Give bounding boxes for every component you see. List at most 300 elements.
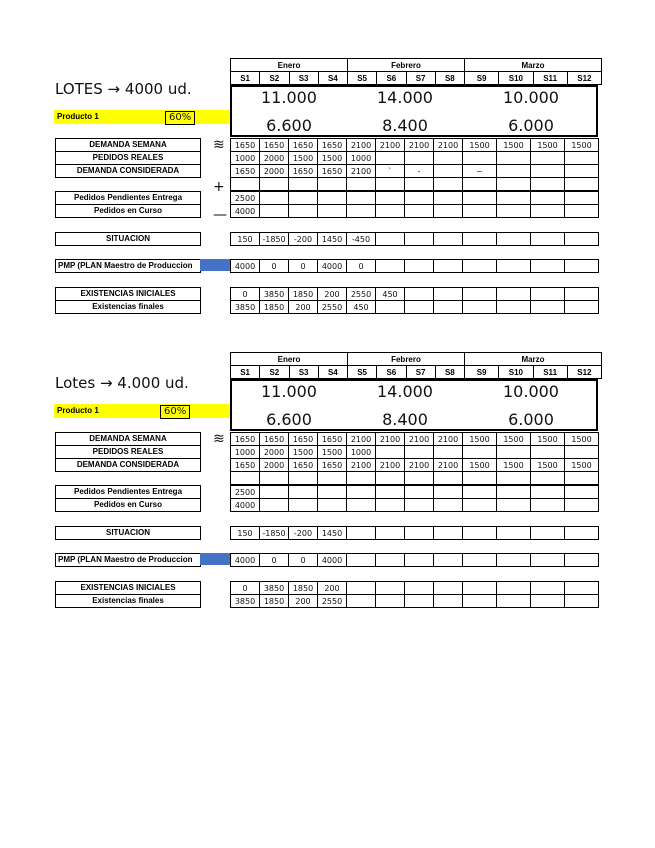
cell-exist-ini[interactable] bbox=[497, 582, 531, 595]
cell-exist-ini[interactable] bbox=[463, 288, 497, 301]
cell-demanda-considerada[interactable]: 1500 bbox=[463, 459, 497, 472]
label-pedidos-reales: PEDIDOS REALES bbox=[55, 151, 201, 165]
table-row bbox=[231, 472, 599, 485]
cell-demanda-considerada[interactable]: 1500 bbox=[497, 459, 531, 472]
cell-exist-ini[interactable]: 3850 bbox=[260, 288, 289, 301]
label-existencias-iniciales: EXISTENCIAS INICIALES bbox=[55, 581, 201, 595]
cell-en-curso[interactable] bbox=[565, 499, 599, 512]
table-row bbox=[231, 233, 599, 246]
percent-box: 60% bbox=[165, 111, 195, 125]
cell-situacion[interactable]: -1850 bbox=[260, 527, 289, 540]
cell-pendientes[interactable] bbox=[434, 486, 463, 499]
cell-pmp[interactable]: 0 bbox=[289, 260, 318, 273]
cell-en-curso[interactable] bbox=[376, 205, 405, 218]
cell-situacion[interactable] bbox=[434, 527, 463, 540]
cell-pedidos-reales[interactable] bbox=[434, 152, 463, 165]
week-header: S5 bbox=[348, 366, 377, 379]
cell-pendientes[interactable] bbox=[405, 486, 434, 499]
table-row bbox=[231, 139, 599, 152]
cell-pedidos-reales[interactable]: 1000 bbox=[231, 446, 260, 459]
cell-pedidos-reales[interactable]: 2000 bbox=[260, 446, 289, 459]
cell-en-curso[interactable] bbox=[347, 499, 376, 512]
cell-exist-ini[interactable] bbox=[434, 288, 463, 301]
cell-blank[interactable] bbox=[463, 472, 497, 485]
cell-en-curso[interactable] bbox=[260, 499, 289, 512]
cell-demanda-semana[interactable]: 1500 bbox=[531, 433, 565, 446]
lotes-note: Lotes → 4.000 ud. bbox=[55, 374, 189, 392]
cell-exist-ini[interactable] bbox=[376, 582, 405, 595]
table-row bbox=[231, 165, 599, 178]
cell-demanda-considerada[interactable]: 1650 bbox=[231, 459, 260, 472]
cell-demanda-considerada[interactable]: 2100 bbox=[434, 459, 463, 472]
cell-demanda-considerada[interactable]: 1650 bbox=[318, 165, 347, 178]
cell-blank[interactable] bbox=[434, 178, 463, 191]
cell-pmp[interactable]: 0 bbox=[289, 554, 318, 567]
cell-exist-ini[interactable]: 0 bbox=[231, 582, 260, 595]
grid-existencias bbox=[230, 287, 599, 314]
cell-pedidos-reales[interactable] bbox=[565, 446, 599, 459]
cell-demanda-semana[interactable]: 1650 bbox=[289, 433, 318, 446]
week-header: S10 bbox=[499, 72, 533, 85]
cell-en-curso[interactable]: 4000 bbox=[231, 205, 260, 218]
cell-en-curso[interactable] bbox=[531, 205, 565, 218]
cell-exist-ini[interactable]: 1850 bbox=[289, 582, 318, 595]
week-header: S2 bbox=[260, 72, 289, 85]
cell-pmp[interactable]: 0 bbox=[260, 260, 289, 273]
table-row bbox=[231, 582, 599, 595]
cell-situacion[interactable] bbox=[497, 233, 531, 246]
cell-exist-ini[interactable]: 200 bbox=[318, 288, 347, 301]
cell-blank[interactable] bbox=[434, 472, 463, 485]
cell-demanda-considerada[interactable] bbox=[565, 165, 599, 178]
cell-pedidos-reales[interactable]: 1000 bbox=[347, 446, 376, 459]
cell-blank[interactable] bbox=[231, 472, 260, 485]
week-header: S1 bbox=[231, 366, 260, 379]
cell-exist-fin[interactable] bbox=[376, 595, 405, 608]
cell-demanda-semana[interactable]: 1500 bbox=[531, 139, 565, 152]
cell-exist-ini[interactable]: 450 bbox=[376, 288, 405, 301]
cell-exist-ini[interactable] bbox=[347, 582, 376, 595]
cell-exist-ini[interactable]: 2550 bbox=[347, 288, 376, 301]
cell-demanda-considerada[interactable]: 1500 bbox=[531, 459, 565, 472]
cell-exist-fin[interactable]: 3850 bbox=[231, 595, 260, 608]
week-header: S2 bbox=[260, 366, 289, 379]
cell-pedidos-reales[interactable]: 1500 bbox=[289, 446, 318, 459]
cell-demanda-semana[interactable]: 1650 bbox=[231, 139, 260, 152]
cell-blank[interactable] bbox=[405, 472, 434, 485]
cell-pmp[interactable] bbox=[376, 554, 405, 567]
cell-pendientes[interactable] bbox=[318, 192, 347, 205]
cell-en-curso[interactable] bbox=[289, 205, 318, 218]
cell-situacion[interactable] bbox=[565, 527, 599, 540]
grid-pmp bbox=[230, 259, 599, 273]
cell-exist-ini[interactable] bbox=[434, 582, 463, 595]
cell-blank[interactable] bbox=[565, 178, 599, 191]
week-header: S10 bbox=[499, 366, 533, 379]
cell-pedidos-reales[interactable] bbox=[497, 152, 531, 165]
cell-pendientes[interactable] bbox=[376, 192, 405, 205]
cell-blank[interactable] bbox=[318, 178, 347, 191]
cell-demanda-considerada[interactable]: 1650 bbox=[289, 165, 318, 178]
cell-demanda-semana[interactable]: 1650 bbox=[260, 433, 289, 446]
cell-demanda-considerada[interactable]: - bbox=[405, 165, 434, 178]
month-percent-value: 8.400 bbox=[382, 116, 428, 135]
label-pmp: PMP (PLAN Maestro de Produccion bbox=[55, 553, 201, 567]
cell-exist-fin[interactable] bbox=[434, 301, 463, 314]
cell-situacion[interactable] bbox=[347, 527, 376, 540]
cell-exist-fin[interactable]: 450 bbox=[347, 301, 376, 314]
cell-pendientes[interactable] bbox=[463, 486, 497, 499]
cell-pmp[interactable] bbox=[463, 260, 497, 273]
label-existencias-iniciales: EXISTENCIAS INICIALES bbox=[55, 287, 201, 301]
cell-exist-ini[interactable]: 1850 bbox=[289, 288, 318, 301]
cell-en-curso[interactable]: 4000 bbox=[231, 499, 260, 512]
cell-exist-fin[interactable] bbox=[497, 595, 531, 608]
cell-exist-fin[interactable] bbox=[531, 595, 565, 608]
cell-pmp[interactable]: 4000 bbox=[231, 554, 260, 567]
label-existencias-finales: Existencias finales bbox=[55, 300, 201, 314]
cell-en-curso[interactable] bbox=[434, 205, 463, 218]
cell-pendientes[interactable] bbox=[531, 486, 565, 499]
cell-pedidos-reales[interactable] bbox=[463, 446, 497, 459]
cell-situacion[interactable] bbox=[531, 527, 565, 540]
cell-demanda-considerada[interactable] bbox=[531, 165, 565, 178]
cell-situacion[interactable]: 1450 bbox=[318, 233, 347, 246]
cell-exist-ini[interactable] bbox=[531, 288, 565, 301]
cell-demanda-considerada[interactable]: 2000 bbox=[260, 165, 289, 178]
cell-exist-fin[interactable]: 200 bbox=[289, 595, 318, 608]
month-percent-value: 6.600 bbox=[266, 410, 312, 429]
week-header: S6 bbox=[377, 366, 406, 379]
label-pmp: PMP (PLAN Maestro de Produccion bbox=[55, 259, 201, 273]
cell-pendientes[interactable] bbox=[405, 192, 434, 205]
cell-exist-fin[interactable] bbox=[405, 595, 434, 608]
cell-situacion[interactable] bbox=[434, 233, 463, 246]
cell-demanda-considerada[interactable]: ` bbox=[376, 165, 405, 178]
cell-exist-fin[interactable] bbox=[565, 595, 599, 608]
cell-pedidos-reales[interactable] bbox=[463, 152, 497, 165]
table-row bbox=[231, 446, 599, 459]
week-header: S1 bbox=[231, 72, 260, 85]
cell-situacion[interactable]: -450 bbox=[347, 233, 376, 246]
cell-blank[interactable] bbox=[260, 472, 289, 485]
cell-situacion[interactable]: -1850 bbox=[260, 233, 289, 246]
cell-blank[interactable] bbox=[260, 178, 289, 191]
cell-exist-ini[interactable] bbox=[405, 582, 434, 595]
month-header: Enero bbox=[231, 59, 348, 72]
cell-pedidos-reales[interactable]: 1500 bbox=[289, 152, 318, 165]
cell-pmp[interactable] bbox=[565, 554, 599, 567]
month-header: Enero bbox=[231, 353, 348, 366]
cell-demanda-semana[interactable]: 2100 bbox=[434, 433, 463, 446]
cell-exist-fin[interactable] bbox=[347, 595, 376, 608]
cell-situacion[interactable]: 150 bbox=[231, 233, 260, 246]
cell-pedidos-reales[interactable]: 2000 bbox=[260, 152, 289, 165]
month-percent-value: 8.400 bbox=[382, 410, 428, 429]
cell-demanda-semana[interactable]: 2100 bbox=[376, 139, 405, 152]
cell-exist-ini[interactable]: 200 bbox=[318, 582, 347, 595]
grid-situacion bbox=[230, 232, 599, 246]
cell-exist-fin[interactable]: 3850 bbox=[231, 301, 260, 314]
cell-pendientes[interactable] bbox=[463, 192, 497, 205]
cell-exist-ini[interactable]: 3850 bbox=[260, 582, 289, 595]
month-header: Marzo bbox=[465, 59, 602, 72]
table-row bbox=[231, 152, 599, 165]
cell-exist-ini[interactable] bbox=[565, 582, 599, 595]
cell-exist-ini[interactable] bbox=[531, 582, 565, 595]
month-total: 10.000 bbox=[503, 88, 559, 107]
cell-exist-ini[interactable]: 0 bbox=[231, 288, 260, 301]
label-situacion: SITUACION bbox=[55, 232, 201, 246]
cell-situacion[interactable] bbox=[463, 233, 497, 246]
cell-pendientes[interactable] bbox=[497, 486, 531, 499]
cell-en-curso[interactable] bbox=[318, 499, 347, 512]
cell-blank[interactable] bbox=[347, 472, 376, 485]
table-row bbox=[231, 595, 599, 608]
table-row bbox=[231, 486, 599, 499]
table-row bbox=[231, 554, 599, 567]
cell-pmp[interactable] bbox=[376, 260, 405, 273]
cell-pmp[interactable] bbox=[497, 260, 531, 273]
cell-situacion[interactable] bbox=[405, 233, 434, 246]
cell-demanda-semana[interactable]: 1650 bbox=[318, 139, 347, 152]
cell-pmp[interactable] bbox=[434, 554, 463, 567]
cell-situacion[interactable] bbox=[565, 233, 599, 246]
cell-pmp[interactable] bbox=[531, 260, 565, 273]
cell-demanda-semana[interactable]: 2100 bbox=[405, 139, 434, 152]
cell-pedidos-reales[interactable]: 1000 bbox=[347, 152, 376, 165]
cell-situacion[interactable]: -200 bbox=[289, 233, 318, 246]
cell-demanda-considerada[interactable]: 1500 bbox=[565, 459, 599, 472]
lotes-note: LOTES → 4000 ud. bbox=[55, 80, 192, 98]
cell-pendientes[interactable] bbox=[318, 486, 347, 499]
cell-exist-fin[interactable] bbox=[463, 301, 497, 314]
cell-pedidos-reales[interactable] bbox=[497, 446, 531, 459]
cell-demanda-semana[interactable]: 1650 bbox=[260, 139, 289, 152]
cell-demanda-semana[interactable]: 1650 bbox=[289, 139, 318, 152]
pmp-highlight bbox=[200, 259, 230, 271]
cell-demanda-semana[interactable]: 1500 bbox=[565, 139, 599, 152]
cell-pendientes[interactable] bbox=[260, 486, 289, 499]
cell-en-curso[interactable] bbox=[463, 499, 497, 512]
cell-en-curso[interactable] bbox=[405, 205, 434, 218]
cell-pmp[interactable] bbox=[405, 554, 434, 567]
cell-blank[interactable] bbox=[289, 178, 318, 191]
cell-pedidos-reales[interactable] bbox=[434, 446, 463, 459]
cell-pendientes[interactable] bbox=[289, 486, 318, 499]
cell-exist-ini[interactable] bbox=[565, 288, 599, 301]
cell-en-curso[interactable] bbox=[376, 499, 405, 512]
week-header: S3 bbox=[289, 366, 318, 379]
cell-pedidos-reales[interactable] bbox=[531, 446, 565, 459]
cell-pendientes[interactable] bbox=[565, 192, 599, 205]
cell-demanda-considerada[interactable]: 1650 bbox=[289, 459, 318, 472]
label-pedidos-reales: PEDIDOS REALES bbox=[55, 445, 201, 459]
month-total: 14.000 bbox=[377, 88, 433, 107]
cell-pedidos-reales[interactable] bbox=[405, 152, 434, 165]
cell-pedidos-reales[interactable] bbox=[565, 152, 599, 165]
cell-pmp[interactable]: 4000 bbox=[318, 260, 347, 273]
cell-pmp[interactable] bbox=[531, 554, 565, 567]
cell-situacion[interactable] bbox=[497, 527, 531, 540]
week-header: S4 bbox=[318, 72, 347, 85]
cell-exist-fin[interactable] bbox=[376, 301, 405, 314]
cell-blank[interactable] bbox=[531, 472, 565, 485]
cell-blank[interactable] bbox=[376, 472, 405, 485]
cell-blank[interactable] bbox=[565, 472, 599, 485]
cell-demanda-considerada[interactable]: ~ bbox=[463, 165, 497, 178]
week-header: S9 bbox=[465, 366, 499, 379]
cell-pmp[interactable]: 4000 bbox=[318, 554, 347, 567]
month-total: 11.000 bbox=[261, 382, 317, 401]
cell-pendientes[interactable] bbox=[434, 192, 463, 205]
cell-pedidos-reales[interactable] bbox=[376, 152, 405, 165]
cell-en-curso[interactable] bbox=[497, 205, 531, 218]
cell-pmp[interactable]: 0 bbox=[347, 260, 376, 273]
cell-situacion[interactable] bbox=[405, 527, 434, 540]
grid-existencias bbox=[230, 581, 599, 608]
week-header: S7 bbox=[406, 366, 435, 379]
cell-en-curso[interactable] bbox=[497, 499, 531, 512]
cell-pmp[interactable] bbox=[497, 554, 531, 567]
grid-orders bbox=[230, 485, 599, 512]
cell-pmp[interactable] bbox=[463, 554, 497, 567]
cell-pendientes[interactable] bbox=[260, 192, 289, 205]
cell-situacion[interactable]: 150 bbox=[231, 527, 260, 540]
cell-en-curso[interactable] bbox=[318, 205, 347, 218]
month-percent-value: 6.000 bbox=[508, 410, 554, 429]
cell-pmp[interactable] bbox=[405, 260, 434, 273]
month-percent-value: 6.600 bbox=[266, 116, 312, 135]
week-header: S9 bbox=[465, 72, 499, 85]
month-header: Febrero bbox=[348, 59, 465, 72]
cell-en-curso[interactable] bbox=[289, 499, 318, 512]
cell-blank[interactable] bbox=[289, 472, 318, 485]
cell-pedidos-reales[interactable] bbox=[531, 152, 565, 165]
cell-exist-fin[interactable] bbox=[565, 301, 599, 314]
cell-demanda-considerada[interactable]: 2100 bbox=[347, 165, 376, 178]
cell-demanda-considerada[interactable]: 1650 bbox=[318, 459, 347, 472]
cell-en-curso[interactable] bbox=[463, 205, 497, 218]
cell-blank[interactable] bbox=[231, 178, 260, 191]
cell-situacion[interactable] bbox=[376, 233, 405, 246]
cell-blank[interactable] bbox=[497, 178, 531, 191]
cell-blank[interactable] bbox=[318, 472, 347, 485]
cell-demanda-considerada[interactable]: 2100 bbox=[376, 459, 405, 472]
cell-pedidos-reales[interactable] bbox=[376, 446, 405, 459]
cell-blank[interactable] bbox=[347, 178, 376, 191]
cell-en-curso[interactable] bbox=[260, 205, 289, 218]
week-header: S12 bbox=[567, 366, 601, 379]
cell-exist-fin[interactable]: 2550 bbox=[318, 595, 347, 608]
cell-exist-ini[interactable] bbox=[463, 582, 497, 595]
cell-demanda-considerada[interactable]: 2100 bbox=[347, 459, 376, 472]
week-header: S12 bbox=[567, 72, 601, 85]
cell-pendientes[interactable] bbox=[289, 192, 318, 205]
cell-en-curso[interactable] bbox=[434, 499, 463, 512]
cell-blank[interactable] bbox=[531, 178, 565, 191]
cell-demanda-semana[interactable]: 1500 bbox=[497, 433, 531, 446]
cell-pendientes[interactable] bbox=[565, 486, 599, 499]
cell-situacion[interactable]: -200 bbox=[289, 527, 318, 540]
cell-pmp[interactable] bbox=[565, 260, 599, 273]
cell-exist-fin[interactable]: 2550 bbox=[318, 301, 347, 314]
cell-demanda-semana[interactable]: 1500 bbox=[463, 139, 497, 152]
cell-situacion[interactable] bbox=[463, 527, 497, 540]
cell-situacion[interactable]: 1450 bbox=[318, 527, 347, 540]
cell-pendientes[interactable] bbox=[347, 486, 376, 499]
cell-en-curso[interactable] bbox=[531, 499, 565, 512]
cell-demanda-semana[interactable]: 2100 bbox=[347, 433, 376, 446]
cell-pedidos-reales[interactable]: 1500 bbox=[318, 152, 347, 165]
cell-exist-ini[interactable] bbox=[497, 288, 531, 301]
cell-pmp[interactable]: 0 bbox=[260, 554, 289, 567]
cell-demanda-semana[interactable]: 2100 bbox=[376, 433, 405, 446]
cell-exist-fin[interactable]: 1850 bbox=[260, 301, 289, 314]
cell-situacion[interactable] bbox=[531, 233, 565, 246]
cell-demanda-considerada[interactable]: 2000 bbox=[260, 459, 289, 472]
cell-blank[interactable] bbox=[463, 178, 497, 191]
cell-exist-ini[interactable] bbox=[405, 288, 434, 301]
cell-demanda-considerada[interactable]: 2100 bbox=[405, 459, 434, 472]
cell-demanda-semana[interactable]: 1500 bbox=[497, 139, 531, 152]
cell-demanda-semana[interactable]: 1650 bbox=[318, 433, 347, 446]
cell-demanda-semana[interactable]: 1500 bbox=[463, 433, 497, 446]
cell-exist-fin[interactable] bbox=[531, 301, 565, 314]
cell-en-curso[interactable] bbox=[565, 205, 599, 218]
label-demanda-considerada: DEMANDA CONSIDERADA bbox=[55, 164, 201, 178]
cell-pendientes[interactable] bbox=[497, 192, 531, 205]
cell-demanda-semana[interactable]: 2100 bbox=[405, 433, 434, 446]
cell-situacion[interactable] bbox=[376, 527, 405, 540]
cell-pendientes[interactable] bbox=[531, 192, 565, 205]
cell-exist-fin[interactable] bbox=[405, 301, 434, 314]
label-en-curso: Pedidos en Curso bbox=[55, 204, 201, 218]
cell-exist-fin[interactable] bbox=[463, 595, 497, 608]
cell-demanda-semana[interactable]: 2100 bbox=[347, 139, 376, 152]
cell-blank[interactable] bbox=[405, 178, 434, 191]
cell-demanda-semana[interactable]: 1500 bbox=[565, 433, 599, 446]
cell-blank[interactable] bbox=[376, 178, 405, 191]
cell-demanda-considerada[interactable]: 1650 bbox=[231, 165, 260, 178]
cell-demanda-considerada[interactable] bbox=[497, 165, 531, 178]
cell-en-curso[interactable] bbox=[347, 205, 376, 218]
cell-pmp[interactable] bbox=[347, 554, 376, 567]
cell-pedidos-reales[interactable] bbox=[405, 446, 434, 459]
cell-exist-fin[interactable]: 200 bbox=[289, 301, 318, 314]
table-row bbox=[231, 205, 599, 218]
cell-blank[interactable] bbox=[497, 472, 531, 485]
cell-exist-fin[interactable] bbox=[497, 301, 531, 314]
cell-pendientes[interactable] bbox=[376, 486, 405, 499]
cell-pedidos-reales[interactable]: 1500 bbox=[318, 446, 347, 459]
cell-pendientes[interactable]: 2500 bbox=[231, 486, 260, 499]
cell-en-curso[interactable] bbox=[405, 499, 434, 512]
pmp-highlight bbox=[200, 553, 230, 565]
cell-exist-fin[interactable]: 1850 bbox=[260, 595, 289, 608]
month-percent-value: 6.000 bbox=[508, 116, 554, 135]
cell-demanda-semana[interactable]: 1650 bbox=[231, 433, 260, 446]
cell-pendientes[interactable] bbox=[347, 192, 376, 205]
cell-pmp[interactable] bbox=[434, 260, 463, 273]
cell-pedidos-reales[interactable]: 1000 bbox=[231, 152, 260, 165]
cell-pmp[interactable]: 4000 bbox=[231, 260, 260, 273]
cell-demanda-considerada[interactable] bbox=[434, 165, 463, 178]
grid-demand bbox=[230, 138, 599, 191]
cell-exist-fin[interactable] bbox=[434, 595, 463, 608]
cell-pendientes[interactable]: 2500 bbox=[231, 192, 260, 205]
cell-demanda-semana[interactable]: 2100 bbox=[434, 139, 463, 152]
